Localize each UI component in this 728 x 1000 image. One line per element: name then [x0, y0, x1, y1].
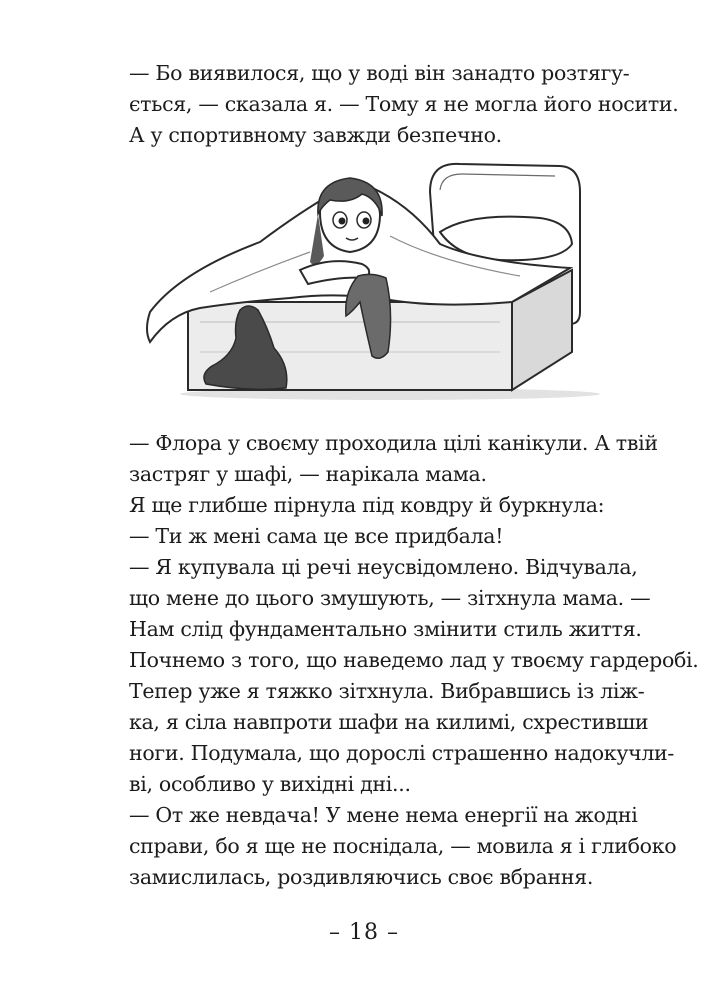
text-line: Нам слід фундаментально змінити стиль життя. [129, 617, 642, 641]
text-line: — Флора у своєму проходила цілі канікули. А твій [129, 431, 658, 455]
text-line: що мене до цього змушують, — зітхнула мама. — [129, 586, 651, 610]
text-line: — Ти ж мені сама це все придбала! [129, 524, 504, 548]
text-line: ка, я сіла навпроти шафи на килимі, схрестивши [129, 710, 649, 734]
girl-under-blanket-illustration [140, 152, 600, 404]
text-line: ноги. Подумала, що дорослі страшенно надокучли- [129, 741, 675, 765]
text-line: замислилась, роздивляючись своє вбрання. [129, 865, 594, 889]
text-block-bottom [129, 428, 699, 893]
text-line: Я ще глибше пірнула під ковдру й буркнула: [129, 493, 605, 517]
text-line: — От же невдача! У мене нема енергії на жодні [129, 803, 638, 827]
text-line: справи, бо я ще не поснідала, — мовила я і глибоко [129, 834, 677, 858]
text-line: Почнемо з того, що наведемо лад у твоєму гардеробі. [129, 648, 699, 672]
text-line: — Бо виявилося, що у воді він занадто розтягу- [129, 61, 630, 85]
text-line: — Я купувала ці речі неусвідомлено. Відчувала, [129, 555, 638, 579]
text-line: застряг у шафі, — нарікала мама. [129, 462, 487, 486]
text-line: А у спортивному завжди безпечно. [129, 123, 502, 147]
page-number: – 18 – [329, 920, 399, 945]
text-line: ві, особливо у вихідні дні... [129, 772, 411, 796]
text-line: ється, — сказала я. — Тому я не могла його носити. [129, 92, 679, 116]
text-line: Тепер уже я тяжко зітхнула. Вибравшись із ліж- [129, 679, 645, 703]
text-block-top [129, 58, 679, 151]
